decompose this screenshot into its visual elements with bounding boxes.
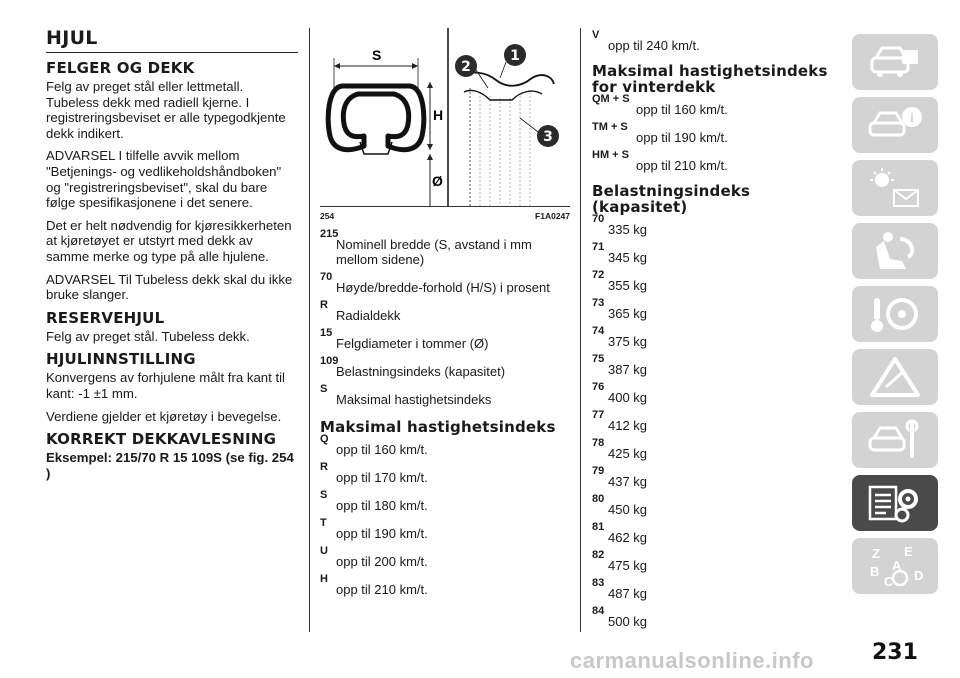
warning-triangle-icon [866, 355, 924, 399]
heading-hjulinnstilling: HJULINNSTILLING [46, 350, 196, 369]
svg-text:Z: Z [872, 546, 880, 561]
speed-index-item [320, 545, 570, 569]
index-value: opp til 210 km/t. [636, 158, 728, 173]
heading-winter-speed-index: Maksimal hastighetsindeks for vinterdekk [592, 62, 828, 96]
tire-code-item [320, 299, 570, 323]
tire-figure [320, 28, 570, 207]
airbag-seat-icon [866, 229, 924, 273]
load-index-item [592, 493, 838, 517]
index-code: 15 [320, 327, 333, 339]
index-value: 437 kg [608, 474, 648, 489]
chapter-tab-5[interactable] [852, 286, 938, 342]
index-code: R [320, 461, 328, 473]
chapter-tab-7[interactable] [852, 412, 938, 468]
label-s: S [372, 47, 382, 63]
section-title: HJUL [46, 28, 298, 53]
index-code: 81 [592, 521, 605, 533]
index-value: opp til 160 km/t. [636, 102, 728, 117]
index-code: S [320, 383, 328, 395]
speed-index-item [320, 489, 570, 513]
speed-index-item [320, 517, 570, 541]
index-value: Felgdiameter i tommer (Ø) [336, 336, 489, 351]
index-value: 412 kg [608, 418, 648, 433]
heading-reservehjul: RESERVEHJUL [46, 308, 165, 327]
tire-code-item [320, 383, 570, 407]
load-index-item [592, 269, 838, 293]
load-index-item [592, 605, 838, 629]
load-index-list [592, 213, 838, 629]
column-1 [46, 28, 298, 481]
chapter-tab-1[interactable] [852, 34, 938, 90]
heading-felger-og-dekk: FELGER OG DEKK [46, 59, 195, 77]
paragraph: Det er helt nødvendig for kjøresikkerheten at kjøretøyet er utstyrt med dekk av samme merke og type på alle hjulene. [46, 217, 292, 264]
index-code: 77 [592, 409, 605, 421]
load-index-item [592, 325, 838, 349]
svg-text:A: A [892, 558, 902, 573]
index-value: opp til 190 km/t. [336, 526, 428, 541]
svg-text:i: i [910, 111, 914, 126]
column-3 [592, 28, 838, 638]
index-value: Radialdekk [336, 308, 401, 323]
speed-index-item [320, 573, 570, 597]
load-index-item [592, 241, 838, 265]
figure-caption [320, 211, 570, 221]
index-code: TM + S [592, 121, 628, 133]
index-code: 215 [320, 228, 339, 240]
paragraph: Verdiene gjelder et kjøretøy i bevegelse. [46, 408, 282, 424]
load-index-item [592, 409, 838, 433]
load-index-item [592, 521, 838, 545]
index-value: 475 kg [608, 558, 648, 573]
index-code: V [592, 29, 600, 41]
load-index-item [592, 353, 838, 377]
figure-code: F1A0247 [535, 211, 570, 221]
chapter-tab-4[interactable] [852, 223, 938, 279]
speed-index-list [320, 433, 570, 597]
speed-index-item [320, 461, 570, 485]
index-value: 487 kg [608, 586, 648, 601]
index-value: 345 kg [608, 250, 648, 265]
index-value: opp til 170 km/t. [336, 470, 428, 485]
alphabet-index-icon [866, 544, 924, 588]
label-h: H [433, 107, 444, 123]
chapter-tab-2[interactable] [852, 97, 938, 153]
page-number: 231 [872, 640, 918, 665]
tire-code-item [320, 355, 570, 379]
tire-cross-section-diagram [320, 28, 570, 206]
index-code: 80 [592, 493, 605, 505]
index-value: 425 kg [608, 446, 648, 461]
marker-3-label: 3 [543, 129, 553, 145]
marker-2-label: 2 [461, 59, 471, 75]
load-index-item [592, 297, 838, 321]
paragraph: Felg av preget stål. Tubeless dekk. [46, 328, 250, 344]
index-value: 355 kg [608, 278, 648, 293]
tire-code-item [320, 327, 570, 351]
index-value: Belastningsindeks (kapasitet) [336, 364, 506, 379]
index-code: 71 [592, 241, 605, 253]
index-value: opp til 210 km/t. [336, 582, 428, 597]
index-value: Maksimal hastighetsindeks [336, 392, 492, 407]
index-code: U [320, 545, 328, 557]
index-value: 335 kg [608, 222, 648, 237]
marker-1-label: 1 [510, 48, 520, 64]
tire-code-definitions [320, 228, 570, 407]
index-value: 450 kg [608, 502, 648, 517]
index-value: Høyde/bredde-forhold (H/S) i prosent [336, 280, 550, 295]
index-code: 79 [592, 465, 605, 477]
figure-number: 254 [320, 211, 335, 221]
index-code: 76 [592, 381, 605, 393]
lights-message-icon [866, 166, 924, 210]
heading-load-index: Belastningsindeks (kapasitet) [592, 182, 751, 216]
chapter-tab-3[interactable] [852, 160, 938, 216]
index-code: 70 [320, 271, 333, 283]
winter-speed-index-item [592, 93, 838, 117]
column-divider [580, 28, 581, 632]
index-value: 375 kg [608, 334, 648, 349]
index-value: 400 kg [608, 390, 648, 405]
speed-index-item-v [592, 29, 838, 53]
load-index-item [592, 465, 838, 489]
index-code: T [320, 517, 327, 529]
winter-speed-index-item [592, 149, 838, 173]
watermark: carmanualsonline.info [570, 648, 814, 673]
index-value: opp til 240 km/t. [608, 38, 700, 53]
column-divider [309, 28, 310, 632]
index-code: 84 [592, 605, 605, 617]
index-code: 73 [592, 297, 605, 309]
winter-speed-index-list [592, 93, 838, 173]
speed-index-item [320, 433, 570, 457]
index-code: 83 [592, 577, 605, 589]
load-index-item [592, 577, 838, 601]
index-code: 74 [592, 325, 605, 337]
tire-code-item [320, 271, 570, 295]
load-index-item [592, 549, 838, 573]
index-code: 82 [592, 549, 605, 561]
svg-text:B: B [870, 564, 880, 579]
index-code: 109 [320, 355, 339, 367]
index-value: opp til 190 km/t. [636, 130, 728, 145]
load-index-item [592, 213, 838, 237]
index-value: opp til 160 km/t. [336, 442, 428, 457]
svg-text:E: E [904, 544, 913, 559]
index-value: 365 kg [608, 306, 648, 321]
index-code: 75 [592, 353, 605, 365]
chapter-tabs [852, 34, 938, 601]
index-value: Nominell bredde (S, avstand i mm mellom sidene) [336, 237, 532, 267]
winter-speed-index-item [592, 121, 838, 145]
key-steering-icon [866, 292, 924, 336]
index-code: Q [320, 433, 329, 445]
svg-text:D: D [914, 568, 924, 583]
label-diameter: Ø [432, 173, 443, 189]
tire-code-item [320, 228, 570, 267]
index-value: opp til 180 km/t. [336, 498, 428, 513]
paragraph-warning: ADVARSEL I tilfelle avvik mellom "Betjenings- og vedlikeholdshåndboken" og "registreringsbeviset", skal du bare følge spesifikasjonene i det senere. [46, 148, 282, 211]
load-index-item [592, 437, 838, 461]
paragraph: Konvergens av forhjulene målt fra kant til kant: -1 ±1 mm. [46, 370, 285, 401]
index-value: opp til 200 km/t. [336, 554, 428, 569]
paragraph-warning: ADVARSEL Til Tubeless dekk skal du ikke bruke slanger. [46, 271, 293, 303]
example-text: Eksempel: 215/70 R 15 109S (se fig. 254 ) [46, 450, 294, 481]
index-value: 462 kg [608, 530, 648, 545]
index-code: H [320, 573, 328, 585]
technical-data-icon [866, 481, 924, 525]
index-code: 78 [592, 437, 605, 449]
heading-korrekt-dekkavlesning: KORREKT DEKKAVLESNING [46, 430, 277, 449]
svg-text:C: C [884, 574, 894, 588]
chapter-tab-8[interactable] [852, 475, 938, 531]
car-info-icon [866, 103, 924, 147]
index-code: R [320, 299, 328, 311]
car-dashboard-icon [866, 40, 924, 84]
heading-max-speed-index: Maksimal hastighetsindeks [320, 418, 556, 436]
paragraph: Felg av preget stål eller lettmetall. Tubeless dekk med radiell kjerne. I registreringsbeviset er alle typegodkjente dekk indikert. [46, 79, 286, 141]
chapter-tab-9[interactable] [852, 538, 938, 594]
index-code: S [320, 489, 328, 501]
chapter-tab-6[interactable] [852, 349, 938, 405]
car-service-icon [866, 418, 924, 462]
index-code: HM + S [592, 149, 629, 161]
column-2 [320, 28, 570, 606]
index-value: 500 kg [608, 614, 648, 629]
index-code: QM + S [592, 93, 630, 105]
index-code: 70 [592, 213, 605, 225]
index-value: 387 kg [608, 362, 648, 377]
load-index-item [592, 381, 838, 405]
index-code: 72 [592, 269, 605, 281]
